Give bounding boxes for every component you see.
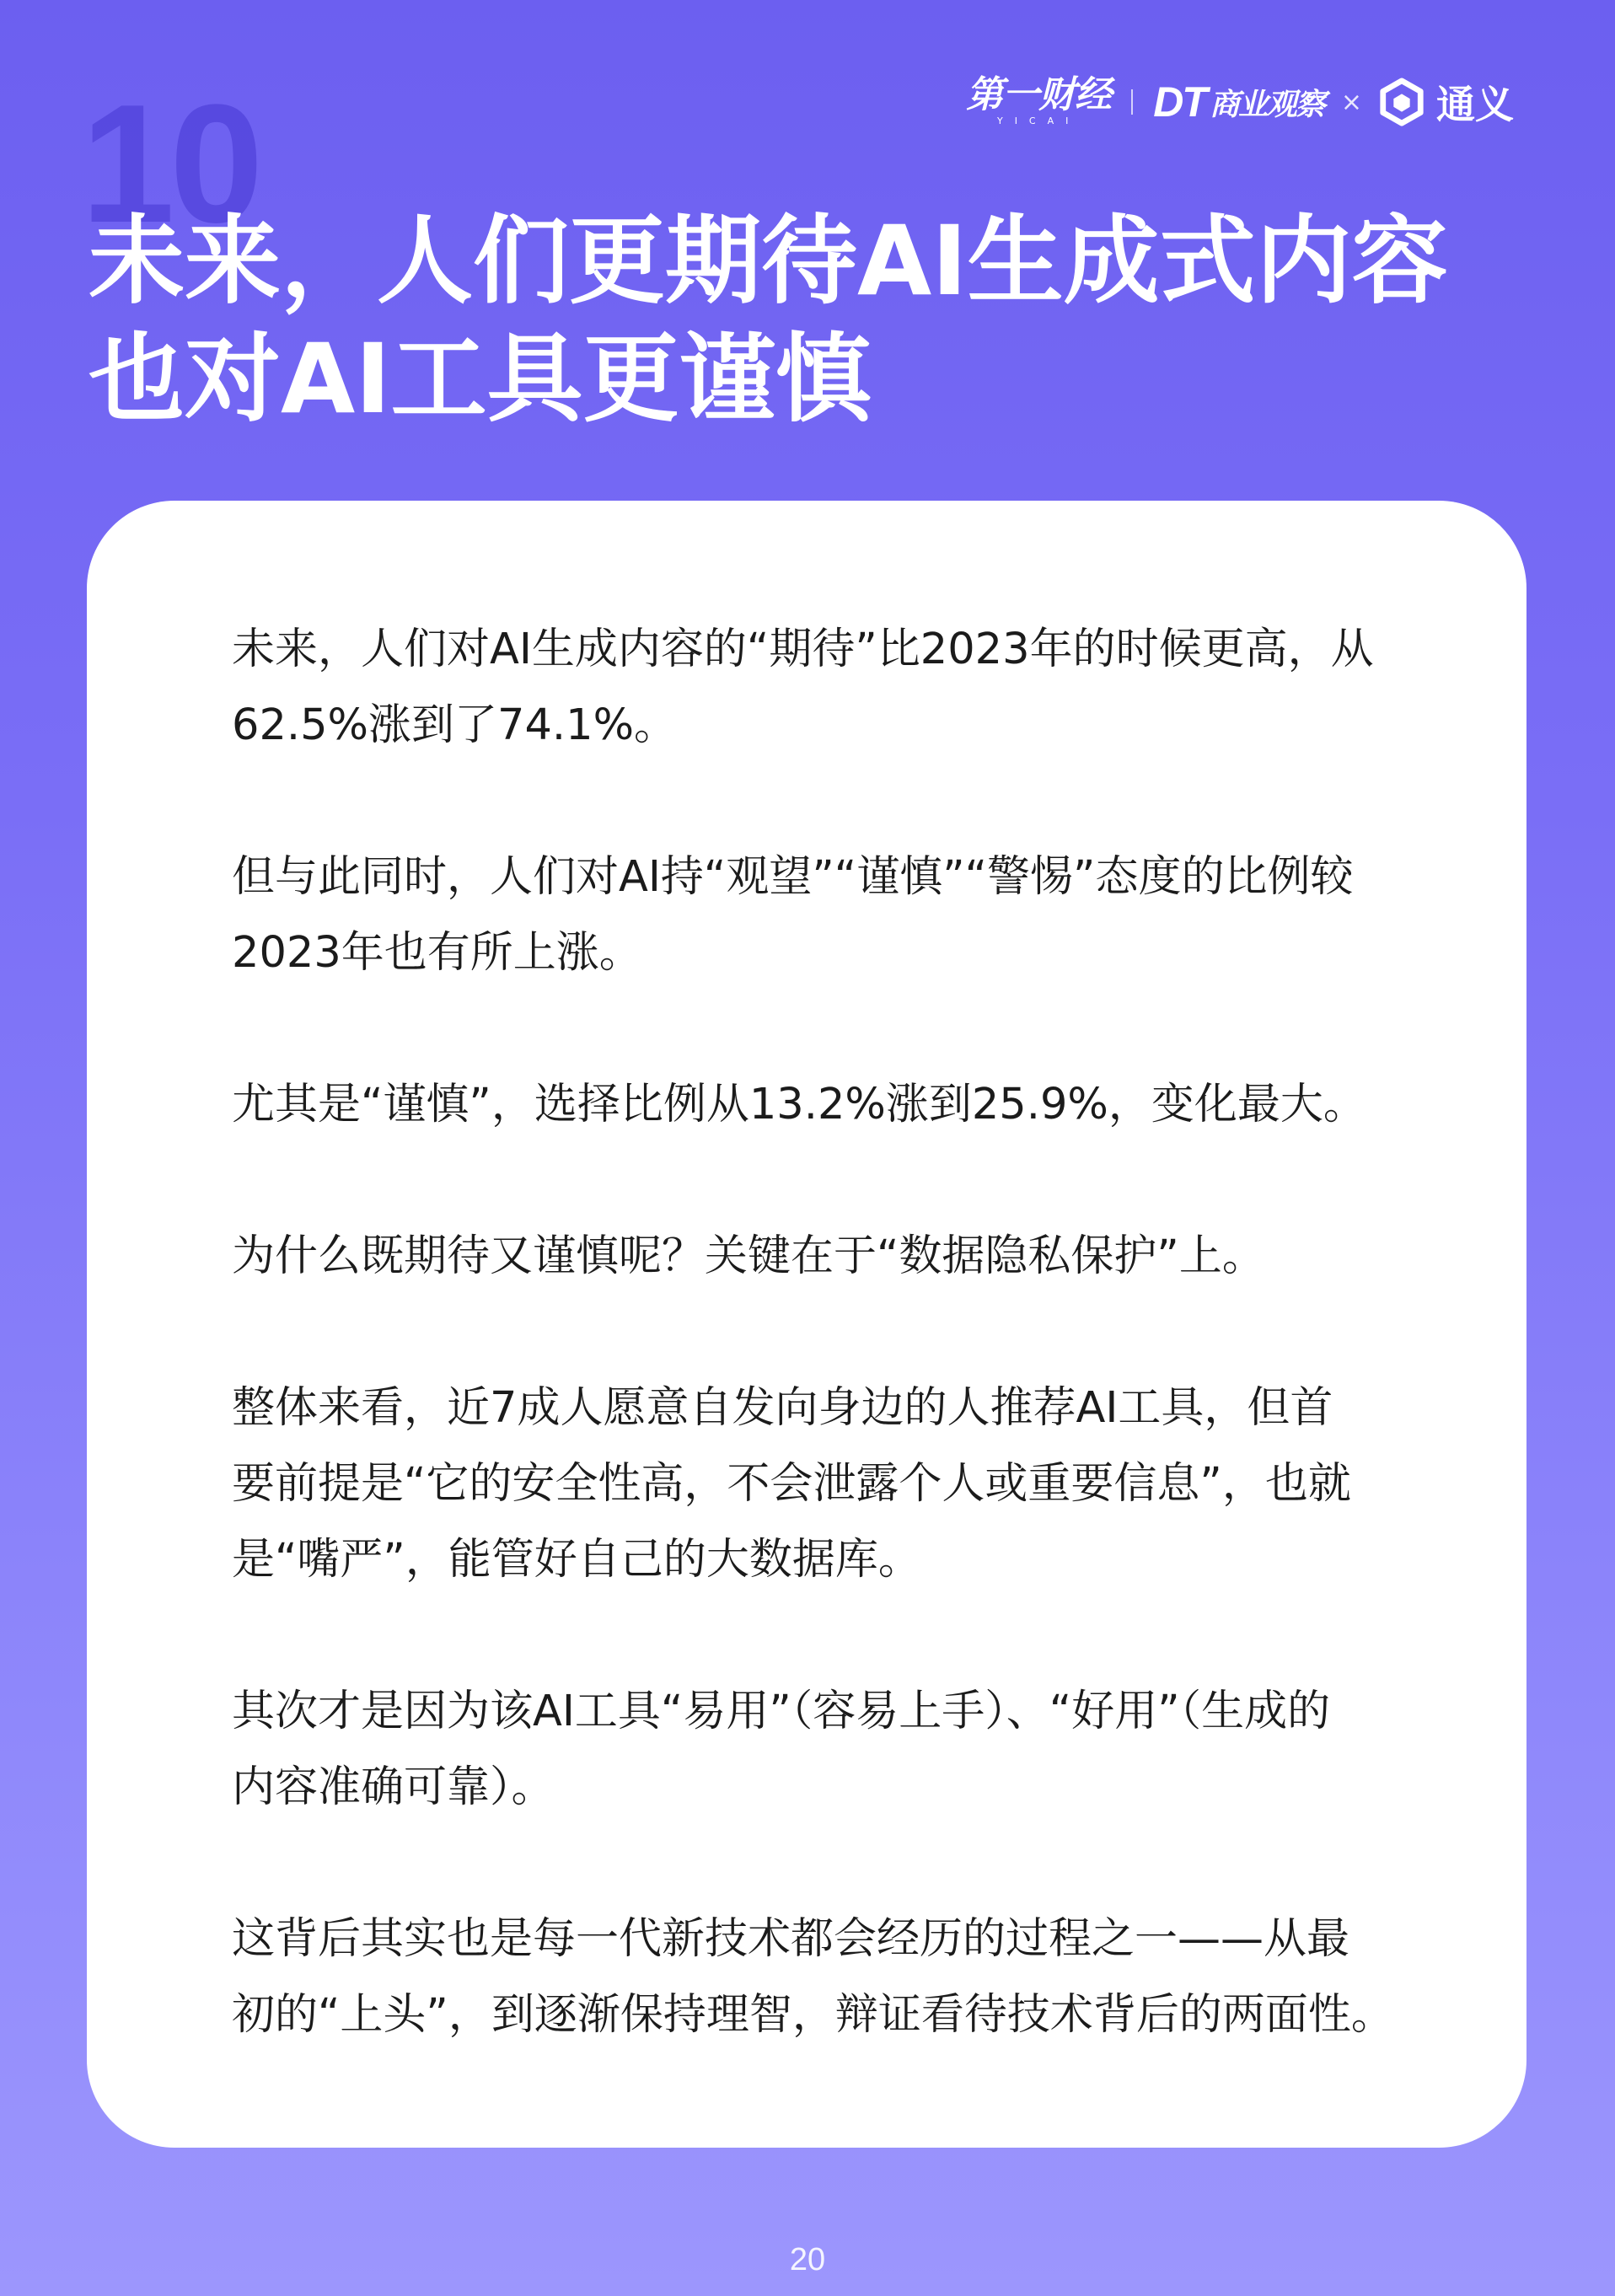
page-number: 20 [789,2242,826,2277]
page-title [89,202,1479,438]
paragraph [232,1674,1446,1826]
text-line: 2023年也有所上涨。 [232,928,642,978]
tongyi-logo [1377,74,1514,130]
body-text [232,612,1446,2129]
section-number: 10 [81,70,259,258]
tongyi-hex-icon [1377,78,1426,126]
text-line: 未来，人们对AI生成内容的“期待”比2023年的时候更高，从 [232,625,1374,674]
title-line: 未来，人们更期待AI生成式内容 [89,205,1448,317]
paragraph [232,1067,1446,1143]
text-line: 内容准确可靠）。 [232,1762,555,1812]
yicai-logo-cn: 第一财经 [966,73,1112,116]
content-card [87,501,1526,2148]
logo-divider [1131,89,1133,115]
text-line: 但与此同时，人们对AI持“观望”“谨慎”“警惕”态度的比例较 [232,852,1354,902]
dt-logo [1153,78,1324,126]
paragraph [232,612,1446,764]
dt-logo-text: 商业观察 [1209,87,1324,122]
text-line: 整体来看，近7成人愿意自发向身边的人推荐AI工具，但首 [232,1383,1333,1433]
yicai-logo [966,73,1112,127]
text-line: 是“嘴严”，能管好自己的大数据库。 [232,1535,921,1585]
text-line: 其次才是因为该AI工具“易用”（容易上手）、“好用”（生成的 [232,1687,1331,1736]
paragraph [232,1371,1446,1598]
collaboration-cross: × [1340,87,1362,117]
brand-logos [966,72,1514,131]
title-line: 也对AI工具更谨慎 [89,323,872,435]
text-line: 要前提是“它的安全性高，不会泄露个人或重要信息”，也就 [232,1459,1351,1509]
paragraph [232,1219,1446,1295]
dt-logo-mark: DT [1153,78,1206,126]
paragraph [232,840,1446,991]
tongyi-logo-text: 通义 [1436,82,1514,127]
yicai-logo-en: YICAI [996,115,1081,126]
text-line: 62.5%涨到了74.1%。 [232,700,678,750]
text-line: 这背后其实也是每一代新技术都会经历的过程之一——从最 [232,1914,1350,1964]
text-line: 初的“上头”，到逐渐保持理智，辩证看待技术背后的两面性。 [232,1990,1394,2040]
paragraph [232,1902,1446,2053]
text-line: 为什么既期待又谨慎呢？关键在于“数据隐私保护”上。 [232,1231,1265,1281]
text-line: 尤其是“谨慎”，选择比例从13.2%涨到25.9%，变化最大。 [232,1080,1366,1129]
